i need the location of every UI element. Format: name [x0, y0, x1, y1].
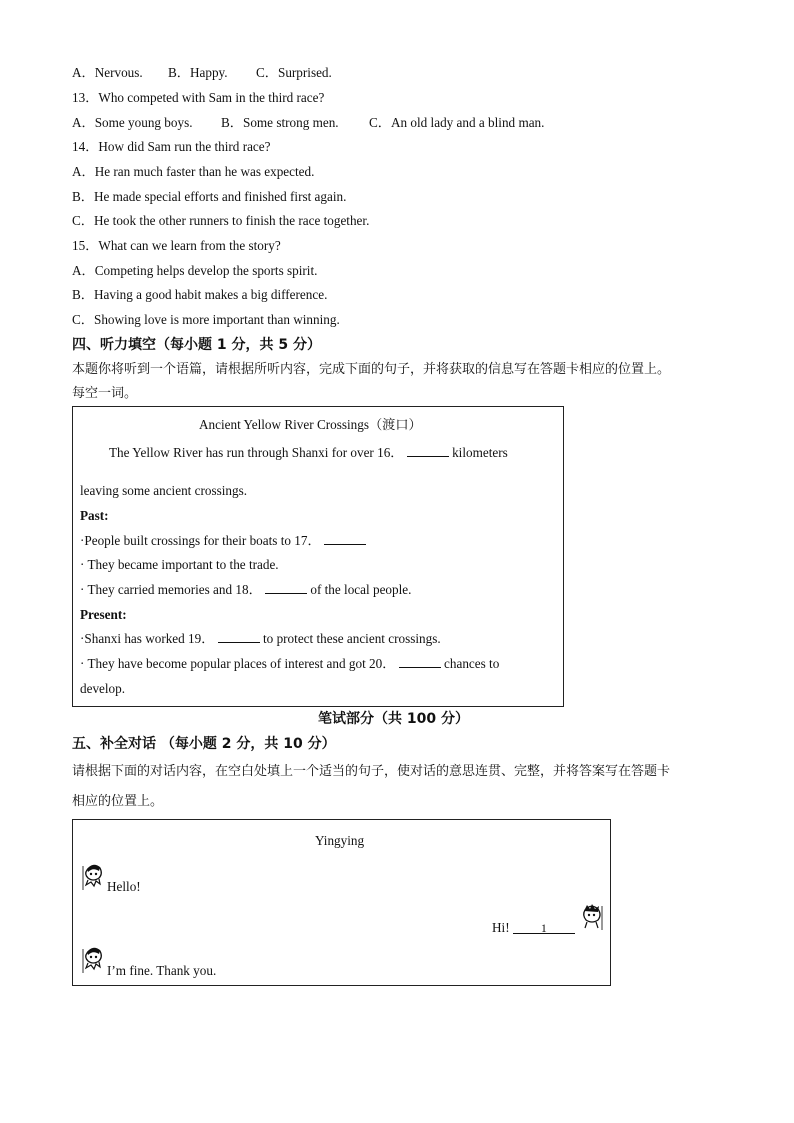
blank-16[interactable]: [407, 444, 449, 457]
listening-fill-box: [72, 406, 564, 707]
q13-question: 13．Who competed with Sam in the third race?: [72, 90, 325, 105]
present-item-2: · They have become popular places of interest and got 20． chances to: [80, 656, 500, 671]
section4-instruction-2: 每空一词。: [72, 386, 138, 401]
q12-options: [72, 64, 332, 82]
boy-avatar-icon: [578, 902, 604, 930]
present-label: Present:: [80, 607, 127, 622]
q13-option-b: B．Some strong men.: [221, 115, 339, 130]
girl-avatar-icon: [81, 860, 105, 890]
girl-avatar-icon: [81, 943, 105, 973]
past-item-2: · They became important to the trade.: [80, 557, 279, 572]
q14-question: 14．How did Sam run the third race?: [72, 139, 271, 154]
blank-18[interactable]: [265, 581, 307, 594]
section5-instruction-1: 请根据下面的对话内容，在空白处填上一个适当的句子，使对话的意思连贯、完整，并将答案写在答题卡: [72, 764, 671, 779]
written-part-heading: 笔试部分（共 100 分）: [318, 711, 469, 727]
q15-option-c: C．Showing love is more important than winning.: [72, 312, 340, 327]
dialog-box: [72, 819, 611, 986]
q13-options: [72, 114, 544, 132]
section4-heading: 四、听力填空（每小题 1 分，共 5 分）: [72, 337, 321, 353]
q13-option-a: A．Some young boys.: [72, 115, 193, 130]
section5-instruction-2: 相应的位置上。: [72, 794, 164, 809]
q14-option-a: A．He ran much faster than he was expected.: [72, 164, 315, 179]
box-intro-line2: leaving some ancient crossings.: [80, 483, 248, 498]
box-title: Ancient Yellow River Crossings（渡口）: [199, 417, 422, 432]
section4-instruction-1: 本题你将听到一个语篇，请根据所听内容，完成下面的句子，并将获取的信息写在答题卡相应的位置上。: [72, 362, 671, 377]
q12-option-b: B．Happy.: [168, 65, 228, 80]
box-intro-line1: The Yellow River has run through Shanxi for over 16． kilometers: [109, 445, 508, 460]
section5-heading: 五、补全对话 （每小题 2 分，共 10 分）: [72, 736, 336, 752]
past-label: Past:: [80, 508, 109, 523]
q14-option-b: B．He made special efforts and finished first again.: [72, 189, 347, 204]
q13-option-c: C．An old lady and a blind man.: [369, 115, 545, 130]
blank-17[interactable]: [324, 532, 366, 545]
dialog-line-3: I’m fine. Thank you.: [107, 963, 217, 978]
q14-option-c: C．He took the other runners to finish the race together.: [72, 213, 370, 228]
blank-1[interactable]: 1: [513, 919, 575, 934]
q15-option-b: B．Having a good habit makes a big difference.: [72, 287, 328, 302]
present-item-1: ·Shanxi has worked 19． to protect these ancient crossings.: [80, 631, 441, 646]
dialog-line-2: Hi! 1: [492, 919, 575, 937]
dialog-line-1: Hello!: [107, 879, 141, 894]
past-item-3: · They carried memories and 18． of the local people.: [80, 582, 412, 597]
present-item-2-cont: develop.: [80, 681, 126, 696]
dialog-name: Yingying: [315, 833, 365, 848]
q12-option-c: C．Surprised.: [256, 65, 332, 80]
q15-question: 15．What can we learn from the story?: [72, 238, 281, 253]
blank-19[interactable]: [218, 630, 260, 643]
past-item-1: ·People built crossings for their boats to 17．: [80, 532, 366, 550]
q15-option-a: A．Competing helps develop the sports spirit.: [72, 263, 318, 278]
blank-20[interactable]: [399, 655, 441, 668]
q12-option-a: A．Nervous.: [72, 65, 143, 80]
